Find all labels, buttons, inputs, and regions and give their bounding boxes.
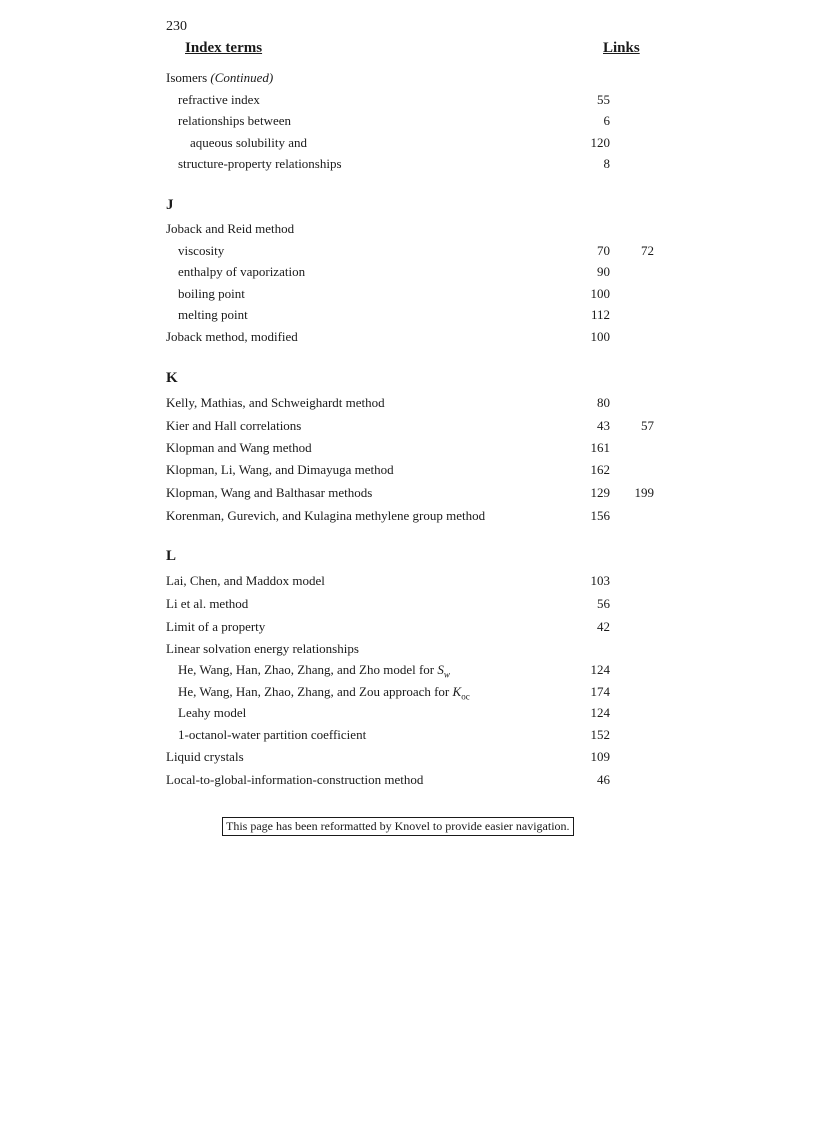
index-entry-isomers	[0, 70, 816, 90]
index-entry	[0, 641, 816, 661]
page-number: 230	[166, 19, 187, 34]
page-link[interactable]: 162	[590, 462, 610, 477]
index-entry	[0, 243, 816, 263]
index-term: melting point	[178, 307, 248, 322]
index-term: boiling point	[178, 286, 245, 301]
page-link[interactable]: 57	[641, 418, 654, 433]
page-link[interactable]: 72	[641, 243, 654, 258]
page-link[interactable]: 90	[597, 264, 610, 279]
index-entry	[0, 92, 816, 112]
index-term: Klopman and Wang method	[166, 440, 312, 455]
index-entry	[0, 113, 816, 133]
index-entry	[0, 573, 816, 593]
page-link[interactable]: 174	[590, 684, 610, 699]
index-term: Kier and Hall correlations	[166, 418, 302, 433]
page-link[interactable]: 42	[597, 619, 610, 634]
page-link[interactable]: 112	[590, 307, 610, 322]
index-term: 1-octanol-water partition coefficient	[178, 727, 367, 742]
index-entry	[0, 749, 816, 769]
page-link[interactable]: 124	[590, 662, 610, 677]
index-entry	[0, 662, 816, 682]
index-entry	[0, 440, 816, 460]
index-term: Korenman, Gurevich, and Kulagina methylene group method	[166, 508, 486, 523]
section-letter-k: K	[166, 370, 178, 386]
index-term: He, Wang, Han, Zhao, Zhang, and Zou approach for	[178, 684, 453, 699]
section-letter-j: J	[166, 197, 174, 213]
symbol: S	[437, 662, 444, 677]
page-link[interactable]: 80	[597, 395, 610, 410]
index-entry	[0, 264, 816, 284]
index-term: Klopman, Li, Wang, and Dimayuga method	[166, 462, 394, 477]
symbol-subscript: w	[443, 669, 450, 680]
page-link[interactable]: 161	[590, 440, 610, 455]
index-entry	[0, 508, 816, 528]
page-link[interactable]: 152	[590, 727, 610, 742]
index-term: Local-to-global-information-construction method	[166, 772, 424, 787]
page-link[interactable]: 43	[597, 418, 610, 433]
index-term: relationships between	[178, 113, 291, 128]
page-link[interactable]: 103	[590, 573, 610, 588]
links-header: Links	[603, 40, 640, 56]
index-term: He, Wang, Han, Zhao, Zhang, and Zho model for	[178, 662, 438, 677]
index-term: aqueous solubility and	[190, 135, 307, 150]
page-link[interactable]: 109	[590, 749, 610, 764]
index-entry	[0, 619, 816, 639]
page-link[interactable]: 70	[597, 243, 610, 258]
index-entry	[0, 596, 816, 616]
page-link[interactable]: 129	[590, 485, 610, 500]
page-link[interactable]: 199	[634, 485, 654, 500]
index-entry	[0, 462, 816, 482]
section-letter-l: L	[166, 548, 177, 564]
index-term: Lai, Chen, and Maddox model	[166, 573, 325, 588]
index-entry	[0, 485, 816, 505]
index-term: refractive index	[178, 92, 260, 107]
index-entry	[0, 418, 816, 438]
index-term: structure-property relationships	[178, 156, 342, 171]
index-term: Liquid crystals	[166, 749, 244, 764]
knovel-footer-note: This page has been reformatted by Knovel to provide easier navigation.	[222, 817, 574, 836]
index-entry	[0, 684, 816, 704]
page-link[interactable]: 56	[597, 596, 610, 611]
index-term: Isomers	[166, 70, 208, 85]
page-link[interactable]: 46	[597, 772, 610, 787]
index-term: Klopman, Wang and Balthasar methods	[166, 485, 373, 500]
symbol-subscript: oc	[461, 691, 470, 702]
page-link[interactable]: 156	[590, 508, 610, 523]
index-entry	[0, 705, 816, 725]
index-term: Leahy model	[178, 705, 247, 720]
index-term: Joback and Reid method	[166, 221, 295, 236]
index-entry	[0, 329, 816, 349]
index-term: viscosity	[178, 243, 225, 258]
index-term: Limit of a property	[166, 619, 266, 634]
page-link[interactable]: 6	[603, 113, 610, 128]
index-entry	[0, 156, 816, 176]
page-link[interactable]: 55	[597, 92, 610, 107]
index-entry	[0, 307, 816, 327]
page-link[interactable]: 100	[590, 286, 610, 301]
index-term: Kelly, Mathias, and Schweighardt method	[166, 395, 385, 410]
symbol: K	[452, 684, 462, 699]
index-entry	[0, 135, 816, 155]
page-link[interactable]: 120	[590, 135, 610, 150]
index-entry	[0, 727, 816, 747]
page-link[interactable]: 100	[590, 329, 610, 344]
index-term: Linear solvation energy relationships	[166, 641, 359, 656]
continued-label: (Continued)	[210, 70, 274, 85]
index-term: enthalpy of vaporization	[178, 264, 306, 279]
index-term: Li et al. method	[166, 596, 249, 611]
index-entry	[0, 221, 816, 241]
index-term: Joback method, modified	[166, 329, 298, 344]
index-terms-header: Index terms	[185, 40, 263, 56]
page-link[interactable]: 8	[603, 156, 610, 171]
index-entry	[0, 395, 816, 415]
index-entry	[0, 772, 816, 792]
page-link[interactable]: 124	[590, 705, 610, 720]
index-entry	[0, 286, 816, 306]
